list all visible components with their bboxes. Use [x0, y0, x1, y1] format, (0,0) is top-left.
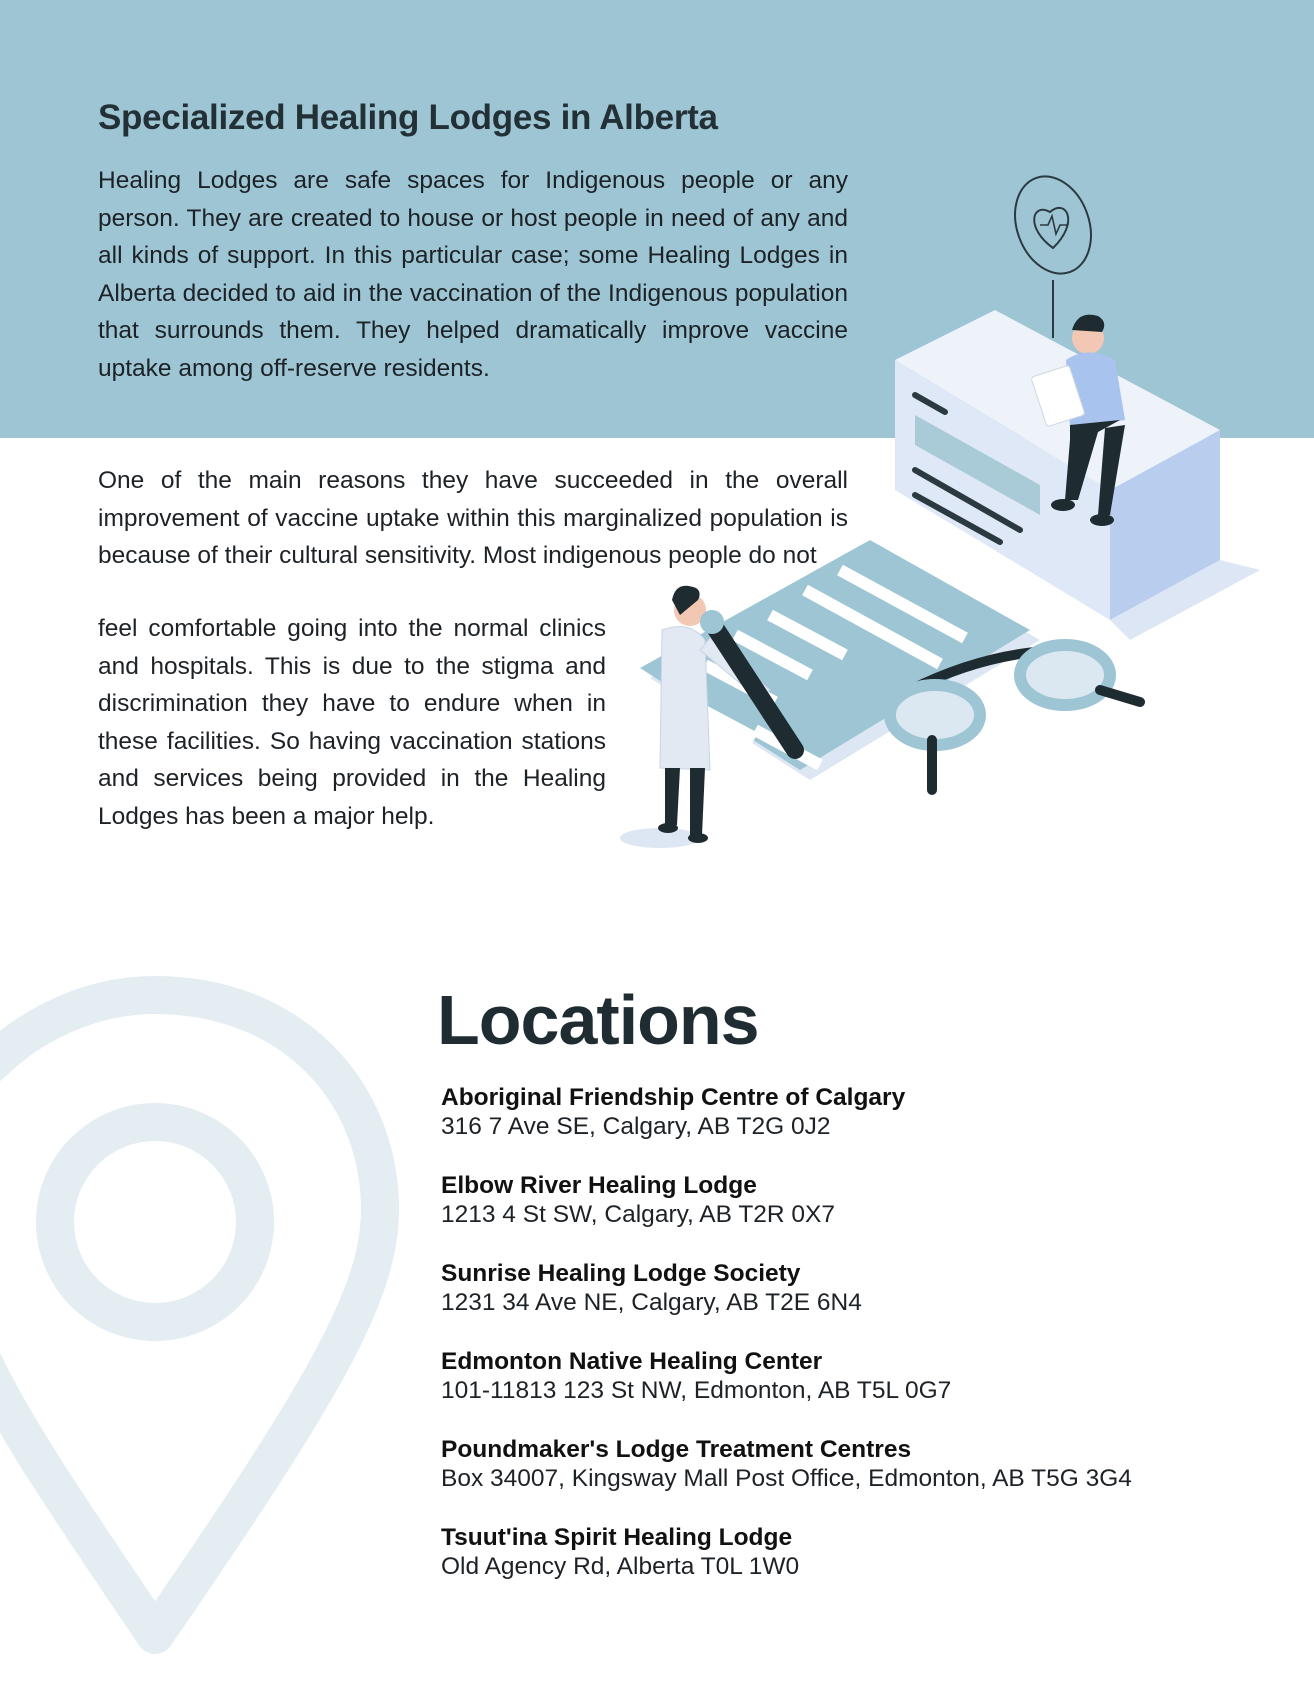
location-name: Edmonton Native Healing Center: [441, 1348, 823, 1375]
location-item: [441, 1083, 1281, 1171]
location-pin-icon: [0, 975, 420, 1665]
location-address: 1231 34 Ave NE, Calgary, AB T2E 6N4: [441, 1289, 862, 1316]
locations-list: [441, 1083, 1281, 1611]
location-name: Elbow River Healing Lodge: [441, 1172, 757, 1199]
location-item: [441, 1171, 1281, 1259]
locations-title: Locations: [437, 981, 759, 1059]
location-item: [441, 1435, 1281, 1523]
location-name: Aboriginal Friendship Centre of Calgary: [441, 1084, 906, 1111]
location-address: 101-11813 123 St NW, Edmonton, AB T5L 0G7: [441, 1377, 952, 1404]
location-address: 1213 4 St SW, Calgary, AB T2R 0X7: [441, 1201, 836, 1228]
location-address: 316 7 Ave SE, Calgary, AB T2G 0J2: [441, 1113, 831, 1140]
page-title: Specialized Healing Lodges in Alberta: [98, 98, 718, 137]
medical-records-illustration: [620, 170, 1260, 860]
intro-paragraph-2: One of the main reasons they have succeeded in the overall improvement of vaccine uptake within this marginalized population is because of their cultural sensitivity. Most indigenous people do not: [98, 467, 848, 569]
location-item: [441, 1347, 1281, 1435]
location-item: [441, 1259, 1281, 1347]
heart-badge-icon: [1002, 170, 1104, 338]
intro-paragraph-3: feel comfortable going into the normal clinics and hospitals. This is due to the stigma and discrimination they have to endure when in these facilities. So having vaccination stations and services being provided in the Healing Lodges has been a major help.: [98, 615, 606, 830]
location-name: Tsuut'ina Spirit Healing Lodge: [441, 1524, 793, 1551]
location-name: Poundmaker's Lodge Treatment Centres: [441, 1436, 912, 1463]
location-name: Sunrise Healing Lodge Society: [441, 1260, 801, 1287]
location-address: Old Agency Rd, Alberta T0L 1W0: [441, 1553, 800, 1580]
intro-paragraph-1: Healing Lodges are safe spaces for Indigenous people or any person. They are created to house or host people in need of any and all kinds of support. In this particular case; some Healing Lodges in Alberta decided to aid in the vaccination of the Indigenous population that surrounds them. They helped dramatically improve vaccine uptake among off-reserve residents.: [98, 167, 848, 382]
location-item: [441, 1523, 1281, 1611]
location-address: Box 34007, Kingsway Mall Post Office, Edmonton, AB T5G 3G4: [441, 1465, 1132, 1492]
